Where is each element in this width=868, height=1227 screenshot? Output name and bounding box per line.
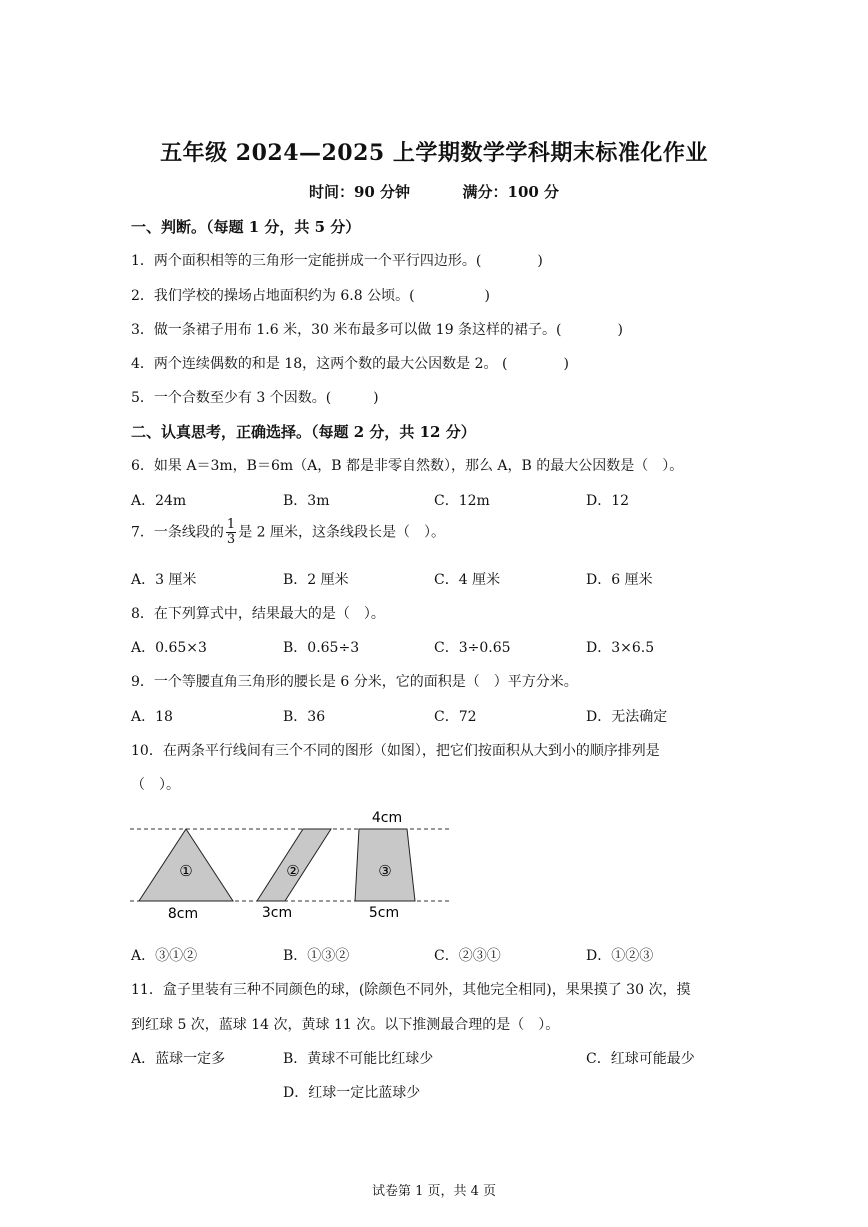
q11-option-d: D．红球一定比蓝球少 <box>283 1085 421 1101</box>
section2-heading: 二、认真思考，正确选择。（每题 2 分，共 12 分） <box>131 423 476 441</box>
q9-option-c: C．72 <box>434 709 477 725</box>
q9-option-d: D．无法确定 <box>586 709 668 725</box>
q11-option-a: A．蓝球一定多 <box>131 1051 226 1067</box>
q7-stem-before: 7．一条线段的 <box>131 524 224 541</box>
q10-figure <box>125 805 460 930</box>
q7-option-c: C．4 厘米 <box>434 572 501 588</box>
page-title: 五年级 2024—2025 上学期数学学科期末标准化作业 <box>160 140 708 166</box>
q8-option-b: B．0.65÷3 <box>283 640 360 656</box>
judge-item-4: 4．两个连续偶数的和是 18，这两个数的最大公因数是 2。 ( ) <box>131 356 569 372</box>
q6-option-c: C．12m <box>434 493 490 509</box>
score-label: 满分：100 分 <box>462 183 560 201</box>
q8-option-d: D．3×6.5 <box>586 640 655 656</box>
parallelogram-base-length: 3cm <box>261 905 293 921</box>
q7-option-d: D．6 厘米 <box>586 572 653 588</box>
q9-stem: 9．一个等腰直角三角形的腰长是 6 分米，它的面积是（ ）平方分米。 <box>131 674 578 690</box>
triangle-base-length: 8cm <box>167 906 199 922</box>
q10-stem-line2: （ ）。 <box>131 777 180 793</box>
exam-info <box>0 181 868 202</box>
q8-option-a: A．0.65×3 <box>131 640 207 656</box>
judge-item-3: 3．做一条裙子用布 1.6 米，30 米布最多可以做 19 条这样的裙子。( ) <box>131 322 623 338</box>
q7-option-b: B．2 厘米 <box>283 572 349 588</box>
q6-option-a: A．24m <box>131 493 187 509</box>
q11-stem-line2: 到红球 5 次，蓝球 14 次，黄球 11 次。以下推测最合理的是（ ）。 <box>131 1017 560 1033</box>
q7-option-a: A．3 厘米 <box>131 572 197 588</box>
time-label: 时间：90 分钟 <box>308 183 411 201</box>
judge-item-2: 2．我们学校的操场占地面积约为 6.8 公顷。( ) <box>131 288 490 304</box>
section1-heading: 一、判断。（每题 1 分，共 5 分） <box>131 218 361 236</box>
q6-option-b: B．3m <box>283 493 330 509</box>
q10-option-c: C．②③① <box>434 948 501 964</box>
q8-stem: 8．在下列算式中，结果最大的是（ ）。 <box>131 606 385 622</box>
fraction-numerator: 1 <box>226 517 236 532</box>
fraction-denominator: 3 <box>226 532 236 547</box>
trapezoid-top-length: 4cm <box>371 810 403 826</box>
q6-option-d: D．12 <box>586 493 630 509</box>
q6-stem: 6．如果 A＝3m，B＝6m（A，B 都是非零自然数），那么 A，B 的最大公因数是（ ）。 <box>131 458 684 474</box>
q11-stem-line1: 11．盒子里装有三种不同颜色的球，(除颜色不同外，其他完全相同)，果果摸了 30 次，摸 <box>131 982 691 998</box>
q7-stem-after: 是 2 厘米，这条线段长是（ ）。 <box>238 524 446 541</box>
q10-option-a: A．③①② <box>131 948 198 964</box>
triangle-label: ① <box>179 862 193 880</box>
q9-option-b: B．36 <box>283 709 326 725</box>
parallelogram-label: ② <box>286 862 300 880</box>
fraction <box>226 518 236 547</box>
page-footer: 试卷第 1 页，共 4 页 <box>371 1184 497 1199</box>
judge-item-1: 1．两个面积相等的三角形一定能拼成一个平行四边形。( ) <box>131 253 543 269</box>
trapezoid-bottom-length: 5cm <box>368 905 400 921</box>
judge-item-5: 5．一个合数至少有 3 个因数。( ) <box>131 390 379 406</box>
q10-option-d: D．①②③ <box>586 948 654 964</box>
trapezoid-label: ③ <box>378 862 392 880</box>
q7-stem <box>131 518 445 547</box>
q8-option-c: C．3÷0.65 <box>434 640 511 656</box>
q11-option-b: B．黄球不可能比红球少 <box>283 1051 434 1067</box>
q9-option-a: A．18 <box>131 709 173 725</box>
q10-option-b: B．①③② <box>283 948 350 964</box>
q10-stem-line1: 10．在两条平行线间有三个不同的图形（如图），把它们按面积从大到小的顺序排列是 <box>131 743 660 759</box>
q11-option-c: C．红球可能最少 <box>586 1051 695 1067</box>
